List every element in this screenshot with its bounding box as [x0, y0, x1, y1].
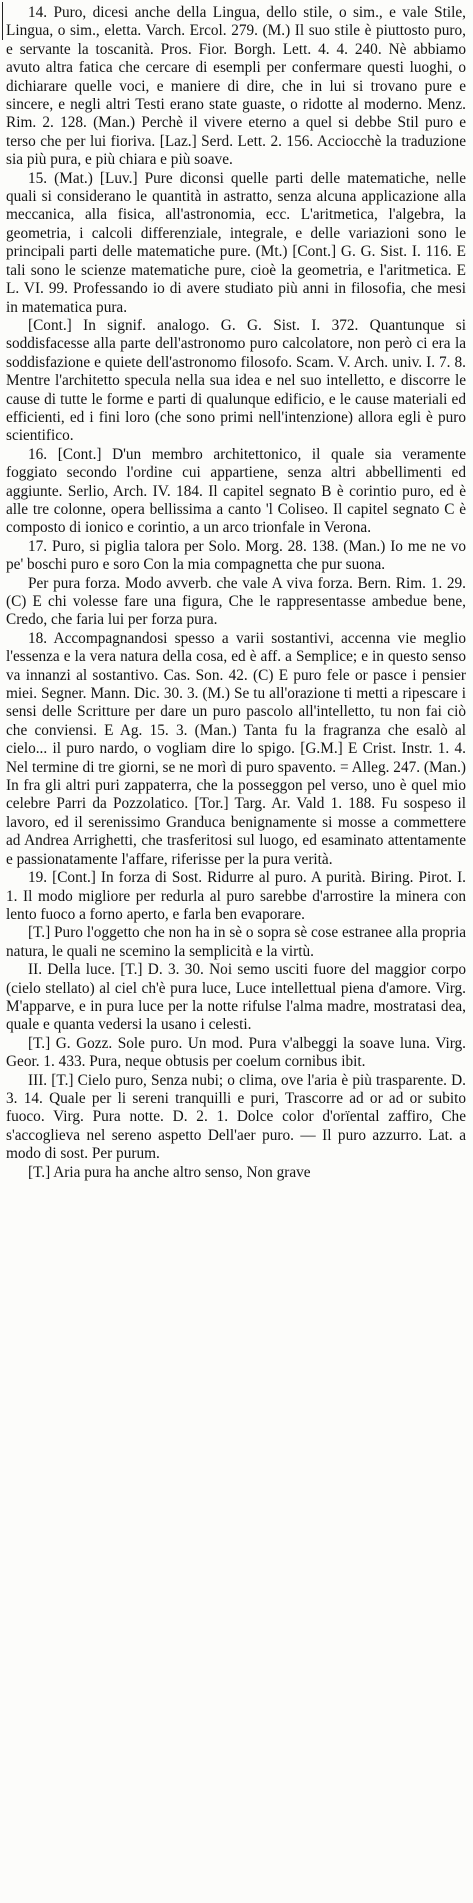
margin-rule [2, 2, 3, 40]
entry-14: 14. Puro, dicesi anche della Lingua, dello stile, o sim., e vale Stile, Lingua, o sim., eletta. Varch. Ercol. 279. (M.) Il suo stile è piuttosto puro, e servante la toscanità. Pros. Fior. Borgh. Lett. 4. 4. 240. Nè abbiamo avuto altra fatica che cercare di esempli per confermare questi luoghi, o dichiarare quelle voci, e maniere di dire, che in lui si trovano pure e sincere, e negli altri Testi erano state guaste, o ridotte al moderno. Menz. Rim. 2. 128. (Man.) Perchè il vivere eterno a quel si debbe Stil puro e terso che per lui fioriva. [Laz.] Serd. Lett. 2. 156. Acciocchè la traduzione sia più pura, e più chiara e più soave. [6, 4, 466, 169]
entry-18: 18. Accompagnandosi spesso a varii sostantivi, accenna vie meglio l'essenza e la vera natura della cosa, ed è aff. a Semplice; e in questo senso va innanzi al sostantivo. Cas. Son. 42. (C) E puro fele or pasce i pensier miei. Segner. Mann. Dic. 30. 3. (M.) Se tu all'orazione ti metti a ripescare i sensi delle Scritture per dare un puro pascolo all'intelletto, tu non fai ciò che conviensi. E Ag. 15. 3. (Man.) Tanta fu la fragranza che esalò al cielo... il puro nardo, o vogliam dire lo spigo. [G.M.] E Crist. Instr. 1. 4. Nel termine di tre giorni, se ne morì di puro spavento. = Alleg. 247. (Man.) In fra gli altri puri zappaterra, che la posseggon pel verso, uno è quel mio celebre Parri da Pozzolatico. [Tor.] Targ. Ar. Vald 1. 188. Fu sospeso il lavoro, ed il serenissimo Granduca benignamente si mosse a commettere ad Andrea Arrighetti, che trasferitosi sul luogo, ed esaminato attentamente e passionatamente l'affare, riferisse per la pura verità. [6, 629, 466, 868]
entry-16: 16. [Cont.] D'un membro architettonico, il quale sia veramente foggiato secondo l'ordine cui appartiene, senza altri abbellimenti ed aggiunte. Serlio, Arch. IV. 184. Il capitel segnato B è corintio puro, ed è alle tre colonne, opera bellissima a canto 'l Coliseo. Il capitel segnato C è composto di ionico e corintio, a un arco trionfale in Verona. [6, 445, 466, 537]
entry-II-sole: [T.] G. Gozz. Sole puro. Un mod. Pura v'albeggi la soave luna. Virg. Geor. 1. 433. Pura, neque obtusis per coelum cornibus ibit. [6, 1034, 466, 1071]
entry-17: 17. Puro, si piglia talora per Solo. Morg. 28. 138. (Man.) Io me ne vo pe' boschi puro e soro Con la mia compagnetta che pur suona. [6, 537, 466, 574]
entry-III-cielo: III. [T.] Cielo puro, Senza nubi; o clima, ove l'aria è più trasparente. D. 3. 14. Quale per li sereni tranquilli e puri, Trascorre ad or ad or subito fuoco. Virg. Pura notte. D. 2. 1. Dolce color d'orïental zaffiro, Che s'accoglieva nel sereno aspetto Dell'aer puro. — Il puro azzurro. Lat. a modo di sost. Per purum. [6, 1071, 466, 1163]
entry-19-oggetto: [T.] Puro l'oggetto che non ha in sè o sopra sè cose estranee alla propria natura, le quali ne scemino la semplicità e la virtù. [6, 924, 466, 960]
entry-II-luce: II. Della luce. [T.] D. 3. 30. Noi semo usciti fuore del maggior corpo (cielo stellato) al ciel ch'è pura luce, Luce intellettual piena d'amore. Virg. M'apparve, e in pura luce per la notte rifulse l'alma madre, mostratasi dea, quale e quanta vedersi la usano i celesti. [6, 961, 466, 1034]
entry-17-per-pura-forza: Per pura forza. Modo avverb. che vale A viva forza. Bern. Rim. 1. 29. (C) E chi volesse fare una figura, Che le rappresentasse ambedue bene, Credo, che faria lui per forza pura. [6, 574, 466, 629]
entry-15-analogous: [Cont.] In signif. analogo. G. G. Sist. I. 372. Quantunque si soddisfacesse alla parte dell'astronomo puro calcolatore, non però ci era la soddisfazione e quiete dell'astronomo filosofo. Scam. V. Arch. univ. I. 7. 8. Mentre l'architetto specula nella sua idea e nel suo intelletto, e discorre le cause di tutte le forme e parti di qualunque edificio, e le cause materiali ed efficienti, ed i fini loro (che sono primi nell'intenzione) allora egli è puro scientifico. [6, 316, 466, 445]
dictionary-page [6, 4, 466, 1182]
entry-19: 19. [Cont.] In forza di Sost. Ridurre al puro. A purità. Biring. Pirot. I. 1. Il modo migliore per redurla al puro sarebbe d'arrostire la minera con lento fuoco a forno aperto, e farla ben evaporare. [6, 869, 466, 923]
entry-III-aria: [T.] Aria pura ha anche altro senso, Non grave [28, 1163, 311, 1181]
entry-15: 15. (Mat.) [Luv.] Pure diconsi quelle parti delle matematiche, nelle quali si considerano le quantità in astratto, senza alcuna applicazione alla meccanica, alla fisica, all'astronomia, ecc. L'aritmetica, l'algebra, la geometria, i calcoli differenziale, integrale, e delle variazioni sono le principali parti delle matematiche pure. (Mt.) [Cont.] G. G. Sist. I. 116. E tali sono le scienze matematiche pure, cioè la geometria, e l'aritmetica. E L. VI. 99. Professando io di avere studiato più anni in filosofia, che mesi in matematica pura. [6, 169, 466, 316]
